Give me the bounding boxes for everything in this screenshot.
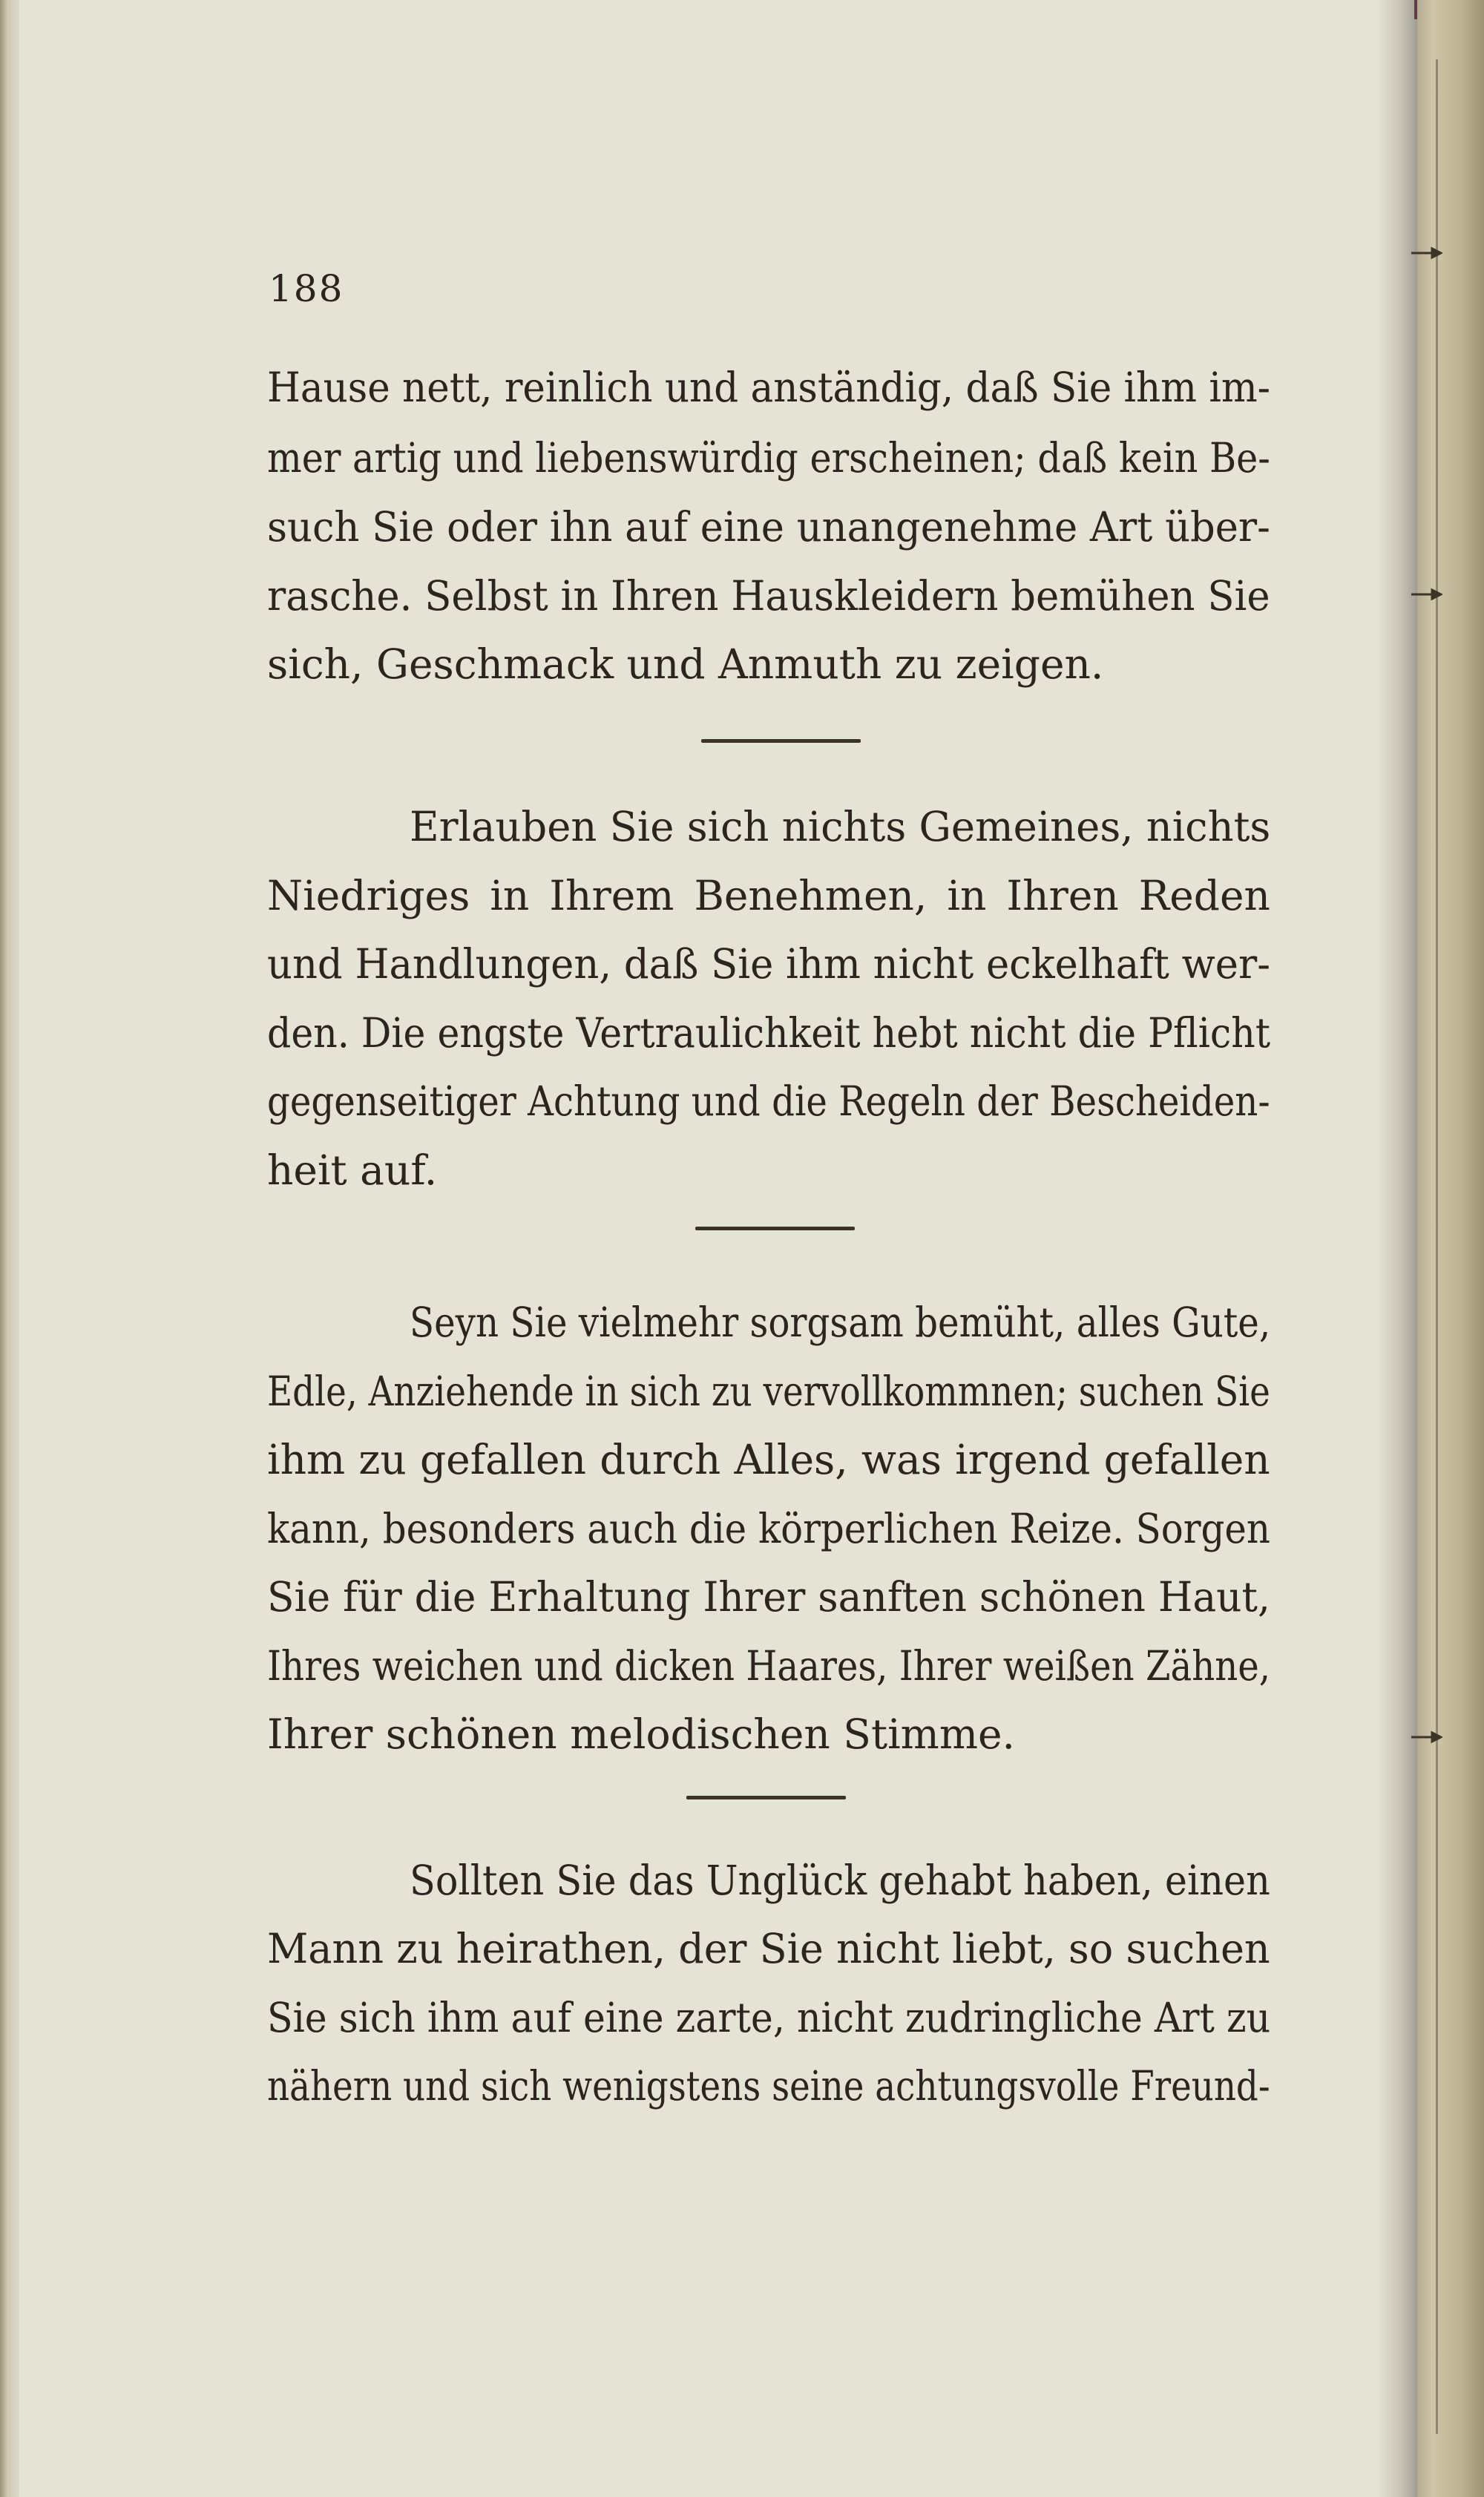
- page-number: 188: [269, 267, 344, 310]
- text-line: Seyn Sie vielmehr sorgsam bemüht, alles Gute,: [410, 1299, 1271, 1346]
- binding-edge: [1417, 0, 1484, 2497]
- text-line: Sollten Sie das Unglück gehabt haben, einen: [410, 1857, 1270, 1904]
- text-line: mer artig und liebenswürdig erscheinen; daß kein Be-: [267, 434, 1270, 482]
- binding-tack-icon: [1410, 245, 1442, 261]
- text-line: kann, besonders auch die körperlichen Reize. Sorgen: [267, 1505, 1270, 1552]
- text-line: und Handlungen, daß Sie ihm nicht eckelhaft wer-: [267, 940, 1271, 988]
- binding-tack-icon: [1410, 586, 1442, 603]
- text-line: rasche. Selbst in Ihren Hauskleidern bemühen Sie: [267, 572, 1270, 620]
- text-line: ihm zu gefallen durch Alles, was irgend gefallen: [267, 1436, 1270, 1483]
- section-divider: [695, 1227, 855, 1230]
- gutter-shadow: [1376, 0, 1417, 2497]
- text-line: heit auf.: [267, 1146, 438, 1194]
- section-divider: [701, 739, 861, 743]
- text-line: nähern und sich wenigstens seine achtungsvolle Freund-: [267, 2062, 1270, 2110]
- text-line: Niedriges in Ihrem Benehmen, in Ihren Reden: [267, 872, 1270, 919]
- text-line: Sie sich ihm auf eine zarte, nicht zudringliche Art zu: [267, 1994, 1271, 2041]
- text-line: sich, Geschmack und Anmuth zu zeigen.: [267, 640, 1104, 688]
- section-divider: [686, 1796, 846, 1799]
- text-line: Mann zu heirathen, der Sie nicht liebt, so suchen: [267, 1925, 1270, 1972]
- text-line: Hause nett, reinlich und anständig, daß Sie ihm im-: [267, 364, 1271, 411]
- text-line: Ihrer schönen melodischen Stimme.: [267, 1710, 1016, 1758]
- text-line: such Sie oder ihn auf eine unangenehme Art über-: [267, 503, 1270, 551]
- binding-tack-icon: [1410, 1729, 1442, 1745]
- text-line: Edle, Anziehende in sich zu vervollkommnen; suchen Sie: [267, 1368, 1270, 1415]
- text-line: Erlauben Sie sich nichts Gemeines, nichts: [410, 803, 1271, 850]
- text-line: gegenseitiger Achtung und die Regeln der Bescheiden-: [267, 1077, 1270, 1125]
- binding-thread: [1436, 59, 1438, 2434]
- text-line: Sie für die Erhaltung Ihrer sanften schönen Haut,: [267, 1573, 1270, 1621]
- text-line: Ihres weichen und dicken Haares, Ihrer weißen Zähne,: [267, 1642, 1271, 1690]
- text-line: den. Die engste Vertraulichkeit hebt nicht die Pflicht: [267, 1009, 1271, 1057]
